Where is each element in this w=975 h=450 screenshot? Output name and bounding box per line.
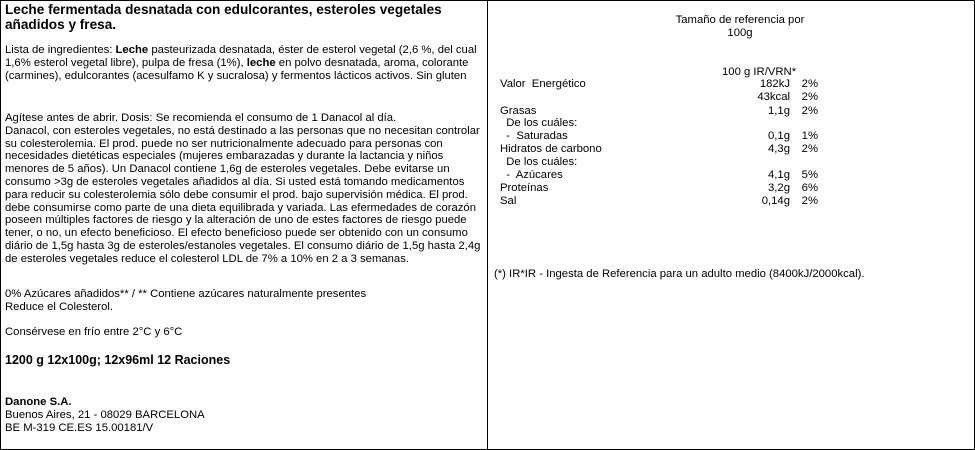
reference-size-line: 100g xyxy=(727,26,753,39)
ingredients-label: Lista de ingredientes: xyxy=(5,44,116,56)
instructions-line: para reducir su colesterolemia sólo debe consumir el prod. bajo supervisión médica. El prod. xyxy=(5,188,468,201)
instructions-line: su colesterolemia. El prod. puede no ser nutricionalmente adecuado para personas con xyxy=(5,137,443,150)
nutrient-reference-intake: 2% xyxy=(801,91,818,103)
product-title xyxy=(5,2,442,32)
nutrient-name: De los cuáles: xyxy=(500,117,578,129)
reference-intake-footnote: (*) IR*IR - Ingesta de Referencia para un adulto medio (8400kJ/2000kcal). xyxy=(494,268,865,280)
column-header-text: 100 g IR/VRN* xyxy=(722,66,797,78)
ingredients-line xyxy=(5,44,477,57)
instructions-line: consumo >3g de esteroles vegetales añadidos al día. Si usted está tomando medicamentos xyxy=(5,175,465,188)
nutrient-name: - Azúcares xyxy=(500,169,563,181)
allergen-milk: Leche xyxy=(115,44,149,56)
nutrient-name: Sal xyxy=(500,195,517,207)
instructions-line: tener, o no, un efecto beneficioso. El efecto beneficioso puede ser obtenido con un consumo xyxy=(5,227,468,240)
instructions-line: menores de 5 años). Un Danacol contiene 1,6g de esteroles vegetales. Debe evitarse un xyxy=(5,163,450,176)
nutrition-row xyxy=(500,130,960,143)
nutrient-name: Valor Energético xyxy=(500,78,586,90)
product-title-line: añadidos y fresa. xyxy=(5,17,117,32)
instructions-line: debe consumirse como parte de una dieta equilibrada y variada. Las efermedades de corazón xyxy=(5,201,476,214)
nutrient-reference-intake: 2% xyxy=(801,195,818,207)
company-address: Buenos Aires, 21 - 08029 BARCELONA xyxy=(5,408,205,421)
nutrition-row xyxy=(500,169,960,182)
instructions-line: de esteroles vegetales reduce el colesterol LDL de 7% a 10% en 2 a 3 semanas. xyxy=(5,252,410,265)
nutrient-reference-intake: 1% xyxy=(801,130,818,142)
nutrient-value: 0,14g xyxy=(761,195,790,207)
nutrition-row xyxy=(500,195,960,208)
nutrition-row xyxy=(500,117,960,130)
nutrition-row xyxy=(500,182,960,195)
ingredients-line xyxy=(5,57,477,70)
nutrient-value: 3,2g xyxy=(768,182,790,194)
ingredients-list xyxy=(5,44,477,82)
instructions-line: poseen múltiples factores de riesgo y la alteración de uno de estes factores de riesgo puede xyxy=(5,214,467,227)
nutrient-value: 0,1g xyxy=(768,130,790,142)
nutrition-row xyxy=(500,91,960,104)
ingredients-text: 1,6% esterol vegetal libre), pulpa de fresa (1%), xyxy=(5,56,247,69)
nutrient-name: Grasas xyxy=(500,105,537,117)
nutrient-name: - Saturadas xyxy=(500,130,568,142)
ingredients-text: pasteurizada desnatada, éster de esterol vegetal (2,6 %, del cual xyxy=(148,44,477,56)
product-title-line: Leche fermentada desnatada con edulcorantes, esteroles vegetales xyxy=(5,2,442,17)
nutrient-reference-intake: 6% xyxy=(801,182,818,194)
company-name: Danone S.A. xyxy=(5,396,72,408)
instructions-block xyxy=(5,112,480,266)
instructions-line: Danacol, con esteroles vegetales, no está destinado a las personas que no necesitan controlar xyxy=(5,124,480,137)
packaging-info: 1200 g 12x100g; 12x96ml 12 Raciones xyxy=(5,353,231,367)
reference-size-line: Tamaño de referencia por xyxy=(675,14,805,26)
nutrient-name: De los cuáles: xyxy=(500,156,578,168)
nutrient-reference-intake: 2% xyxy=(801,105,818,117)
allergen-milk: leche xyxy=(246,56,276,69)
nutrient-value: 182kJ xyxy=(759,78,790,90)
column-divider xyxy=(487,0,488,450)
nutrition-row xyxy=(500,156,960,169)
nutrient-reference-intake: 5% xyxy=(801,169,818,181)
nutrient-name: Proteínas xyxy=(500,182,549,194)
nutrition-row xyxy=(500,78,960,91)
instructions-line: Agítese antes de abrir. Dosis: Se recomienda el consumo de 1 Danacol al día. xyxy=(5,112,397,124)
ingredients-line: (carmines), edulcorantes (acesulfamo K y sucralosa) y fermentos lácticos activos. Sin gluten xyxy=(5,69,467,82)
nutrient-name: Hidratos de carbono xyxy=(500,143,602,155)
nutrient-value: 43kcal xyxy=(757,91,790,103)
company-registry: BE M-319 CE.ES 15.00181/V xyxy=(5,421,154,434)
nutrient-value: 4,3g xyxy=(768,143,790,155)
ingredients-text: en polvo desnatada, aroma, colorante xyxy=(275,56,469,69)
reference-size-header xyxy=(620,14,860,40)
nutrient-value: 4,1g xyxy=(768,169,790,181)
nutrient-reference-intake: 2% xyxy=(801,143,818,155)
instructions-line: diário de 1,5g hasta 3g de esteroles/estanoles vegetales. El consumo diário de 1,5g hasta 2,4g xyxy=(5,239,481,252)
storage-instructions: Consérvese en frío entre 2°C y 6°C xyxy=(5,326,183,338)
sugars-note: 0% Azúcares añadidos** / ** Contiene azúcares naturalmente presentes xyxy=(5,288,367,300)
nutrient-value: 1,1g xyxy=(768,105,790,117)
company-block xyxy=(5,396,205,434)
health-claim: Reduce el Colesterol. xyxy=(5,301,114,313)
nutrient-reference-intake: 2% xyxy=(801,78,818,90)
nutrition-row xyxy=(500,143,960,156)
instructions-line: necesidades dietéticas especiales (mujeres embarazadas y durante la lactancia y niños xyxy=(5,150,444,163)
